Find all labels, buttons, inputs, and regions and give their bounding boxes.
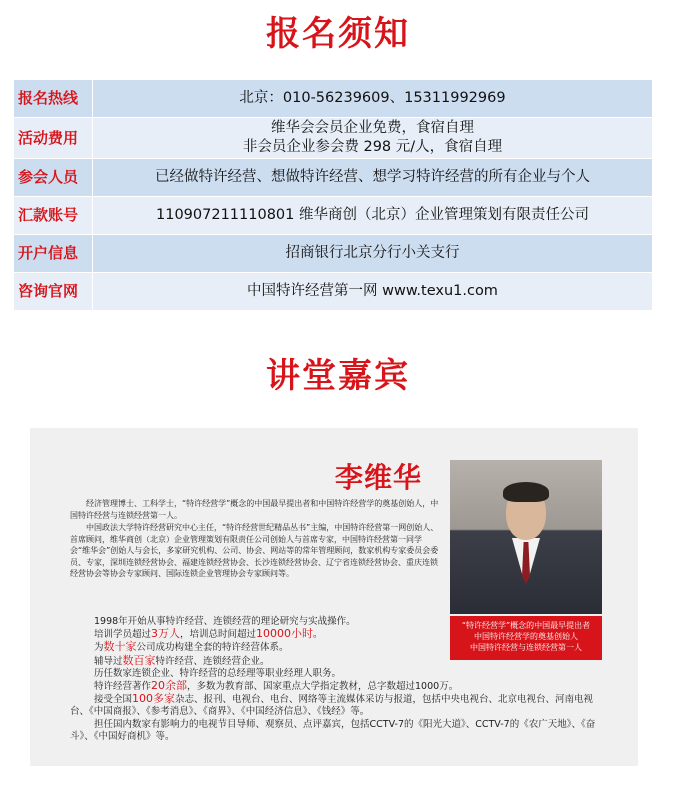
- achievement-6: 特许经营著作20余部，多数为教育部、国家重点大学指定教材，总字数超过1000万。: [94, 679, 459, 693]
- info-row-value-line: 招商银行北京分行小关支行: [285, 245, 460, 261]
- registration-info-table: [13, 79, 653, 311]
- info-row: [14, 159, 653, 197]
- info-row: [14, 273, 653, 311]
- info-row-label: 咨询官网: [14, 273, 93, 311]
- guest-speakers-title: 讲堂嘉宾: [266, 356, 410, 396]
- info-row-label: 开户信息: [14, 235, 93, 273]
- info-row-value-line: 维华会会员企业免费，食宿自理: [271, 120, 474, 136]
- info-row-value: [93, 197, 653, 235]
- info-row-label: 活动费用: [14, 118, 93, 159]
- achievement-4: 辅导过数百家特许经营、连锁经营企业。: [94, 653, 270, 667]
- info-row: [14, 235, 653, 273]
- achievement-1: 1998年开始从事特许经营、连锁经营的理论研究与实战操作。: [94, 616, 356, 627]
- speaker-intro-1: 经济管理博士、工科学士，“特许经营学”概念的中国最早提出者和中国特许经营学的奠基创始人，中国特许经营与连锁经营第一人。: [70, 499, 439, 520]
- info-row-value-line: 非会员企业参会费 298 元/人，食宿自理: [242, 139, 503, 155]
- achievement-5: 历任数家连锁企业、特许经营的总经理等职业经理人职务。: [94, 667, 342, 679]
- info-row-value: [93, 80, 653, 118]
- info-row-value-line: 中国特许经营第一网 www.texu1.com: [247, 283, 498, 299]
- achievement-8: 担任国内数家有影响力的电视节目导师、观察员、点评嘉宾，包括CCTV-7的《阳光大道》、CCTV-7的《农广天地》、《奋斗》、《中国好商机》等。: [70, 718, 596, 742]
- speaker-card: [30, 428, 638, 766]
- info-row-value: [93, 235, 653, 273]
- achievement-2: 培训学员超过3万人，培训总时间超过10000小时。: [94, 627, 323, 641]
- info-row-label: 汇款账号: [14, 197, 93, 235]
- info-row: [14, 80, 653, 118]
- info-row: [14, 197, 653, 235]
- info-row-value: [93, 159, 653, 197]
- speaker-photo-caption: “特许经营学”概念的中国最早提出者 中国特许经营学的奠基创始人 中国特许经营与连锁经营第一人: [450, 616, 602, 660]
- registration-notice-title: 报名须知: [266, 14, 410, 54]
- achievement-3: 为数十家公司成功构建全套的特许经营体系。: [94, 640, 289, 654]
- info-row-label: 报名热线: [14, 80, 93, 118]
- info-row: [14, 118, 653, 159]
- speaker-intro-2: 中国政法大学特许经营研究中心主任，“特许经营世纪精品丛书”主编，中国特许经营第一网创始人、首席顾问，维华商创（北京）企业管理策划有限责任公司创始人与首席专家，中国特许经营第一同学会“维华会”创始人与会长，多家研究机构、公司、协会、网站等的常年管理顾问，数家机构专家委员会委员、专家，深圳连锁经营协会、福建连锁经营协会、长沙连锁经营协会、辽宁省连锁经营协会、重庆连锁经营协会等协会专家顾问、国际连锁企业管理协会专家顾问等。: [70, 523, 439, 579]
- speaker-achievements: [70, 616, 610, 743]
- speaker-name: 李维华: [335, 461, 423, 494]
- info-row-value: [93, 273, 653, 311]
- achievement-7: 接受全国100多家杂志、报刊、电视台、电台、网络等主流媒体采访与报道，包括中央电视台、北京电视台、河南电视台、《中国商报》、《参考消息》、《商界》、《中国经济信息》、《钱经》等。: [70, 692, 594, 718]
- info-row-value-line: 已经做特许经营、想做特许经营、想学习特许经营的所有企业与个人: [155, 169, 590, 185]
- info-row-label: 参会人员: [14, 159, 93, 197]
- speaker-photo: [450, 460, 602, 614]
- info-row-value: [93, 118, 653, 159]
- info-row-value-line: 110907211110801 维华商创（北京）企业管理策划有限责任公司: [156, 207, 589, 223]
- info-row-value-line: 北京：010-56239609、15311992969: [239, 90, 506, 106]
